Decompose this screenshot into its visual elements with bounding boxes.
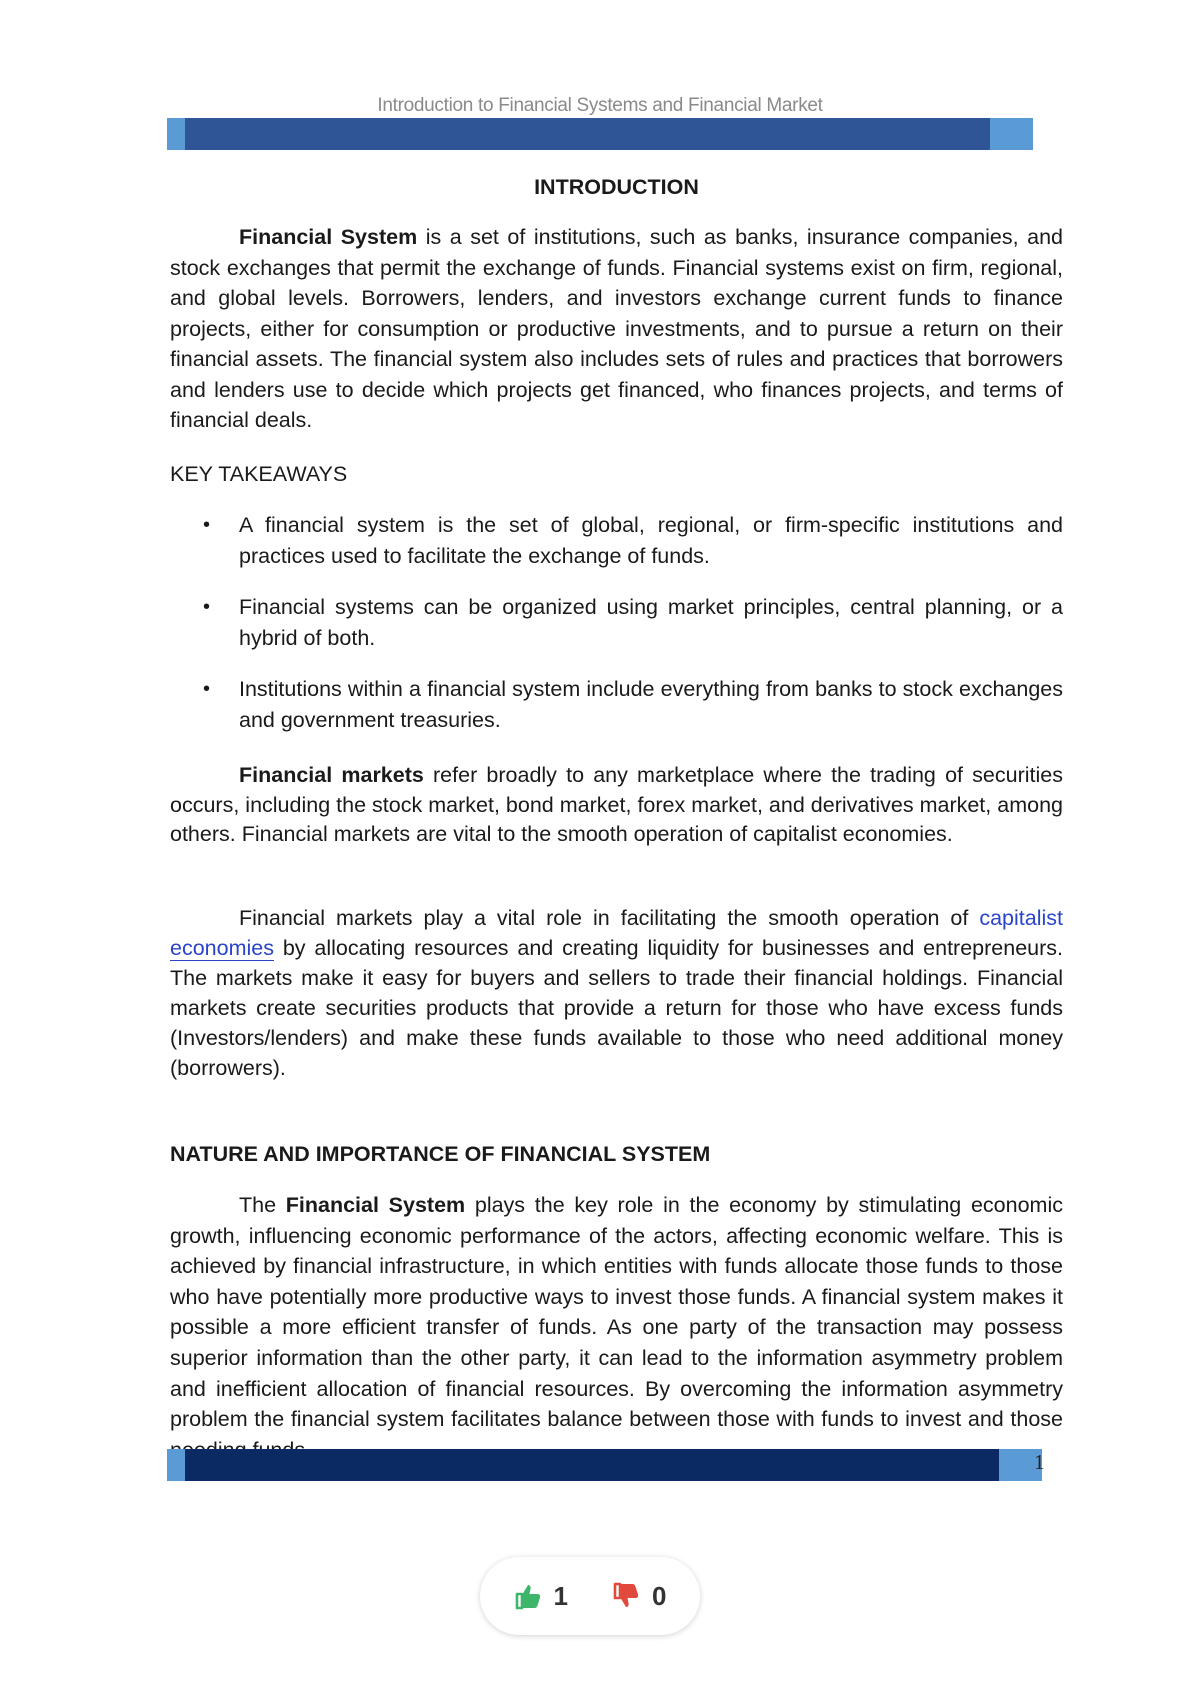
bullet-icon: • xyxy=(203,596,211,618)
paragraph-text: The xyxy=(239,1193,286,1217)
list-item xyxy=(170,674,1063,735)
link-text[interactable]: capitalist xyxy=(979,906,1063,930)
paragraph-text: Financial markets play a vital role in facilitating the smooth operation of xyxy=(239,906,980,930)
footer-band-core xyxy=(185,1449,999,1481)
paragraph-text: by allocating resources and creating liquidity for businesses and entrepreneurs. The markets make it easy for buyers and sellers to trade their financial holdings. Financial markets create securities products that provide a return for those who have excess funds (Investors/lenders) and make these funds available to those who need additional money (borrowers). xyxy=(170,936,1063,1080)
bullet-icon: • xyxy=(203,678,211,700)
running-header: Introduction to Financial Systems and Financial Market xyxy=(377,95,823,116)
downvote-button[interactable] xyxy=(612,1581,666,1612)
footer-band-left-accent xyxy=(167,1449,185,1481)
paragraph-role-of-markets xyxy=(170,903,1063,1083)
vote-bar xyxy=(480,1557,700,1635)
term-financial-system: Financial System xyxy=(285,1193,466,1217)
list-item-text: Institutions within a financial system include everything from banks to stock exchanges and government treasuries. xyxy=(239,677,1063,732)
page-number: 1 xyxy=(1034,1450,1045,1474)
term-financial-system: Financial System xyxy=(239,225,418,249)
header-band-right-accent xyxy=(990,118,1033,150)
link-text[interactable]: economies xyxy=(170,936,274,960)
footer-band xyxy=(167,1449,1042,1481)
key-takeaways-list xyxy=(170,510,1063,735)
thumbs-down-icon[interactable] xyxy=(612,1581,642,1611)
upvote-count: 1 xyxy=(553,1580,568,1611)
list-item-text: A financial system is the set of global, regional, or firm-specific institutions and practices used to facilitate the exchange of funds. xyxy=(239,513,1063,568)
paragraph-text: plays the key role in the economy by stimulating economic growth, influencing economic performance of the actors, affecting economic welfare. This is achieved by financial infrastructure, in which entities with funds allocate those funds to those who have potentially more productive ways to invest those funds. A financial system makes it possible a more efficient transfer of funds. As one party of the transaction may possess superior information than the other party, it can lead to the information asymmetry problem and inefficient allocation of financial resources. By overcoming the information asymmetry problem the financial system facilitates balance between those with funds to invest and those xyxy=(170,1193,1063,1432)
list-item xyxy=(170,592,1063,653)
list-item-text: Financial systems can be organized using market principles, central planning, or a hybrid of both. xyxy=(239,595,1063,650)
paragraph-financial-system xyxy=(170,222,1063,436)
header-band-left-accent xyxy=(167,118,185,150)
thumbs-up-icon[interactable] xyxy=(514,1581,544,1611)
paragraph-nature xyxy=(170,1190,1063,1465)
paragraph-text: is a set of institutions, such as banks, insurance companies, and stock exchanges that permit the exchange of funds. Financial systems exist on firm, regional, and global levels. Borrowers, lenders, and investors exchange current funds to finance projects, either for consumption or productive investments, and to pursue a return on their financial assets. The financial system also includes sets of rules and practices that borrowers and lenders use to decide which projects get financed, who finances projects, and terms of financial deals. xyxy=(170,225,1063,432)
downvote-count: 0 xyxy=(652,1580,667,1611)
header-band-core xyxy=(185,118,990,150)
section-heading-nature: NATURE AND IMPORTANCE OF FINANCIAL SYSTEM xyxy=(170,1142,711,1166)
list-item xyxy=(170,510,1063,571)
key-takeaways-heading: KEY TAKEAWAYS xyxy=(170,462,348,486)
term-financial-markets: Financial markets xyxy=(239,763,424,787)
paragraph-text: refer broadly to any marketplace where the trading of securities occurs, including the stock market, bond market, forex market, and derivatives market, among others. Financial markets are vital to the smooth operation of capitalist economies. xyxy=(170,763,1063,846)
upvote-button[interactable] xyxy=(514,1581,568,1612)
header-band xyxy=(167,118,1033,150)
paragraph-financial-markets xyxy=(170,761,1063,850)
section-heading-introduction: INTRODUCTION xyxy=(534,175,699,199)
bullet-icon: • xyxy=(203,514,211,536)
